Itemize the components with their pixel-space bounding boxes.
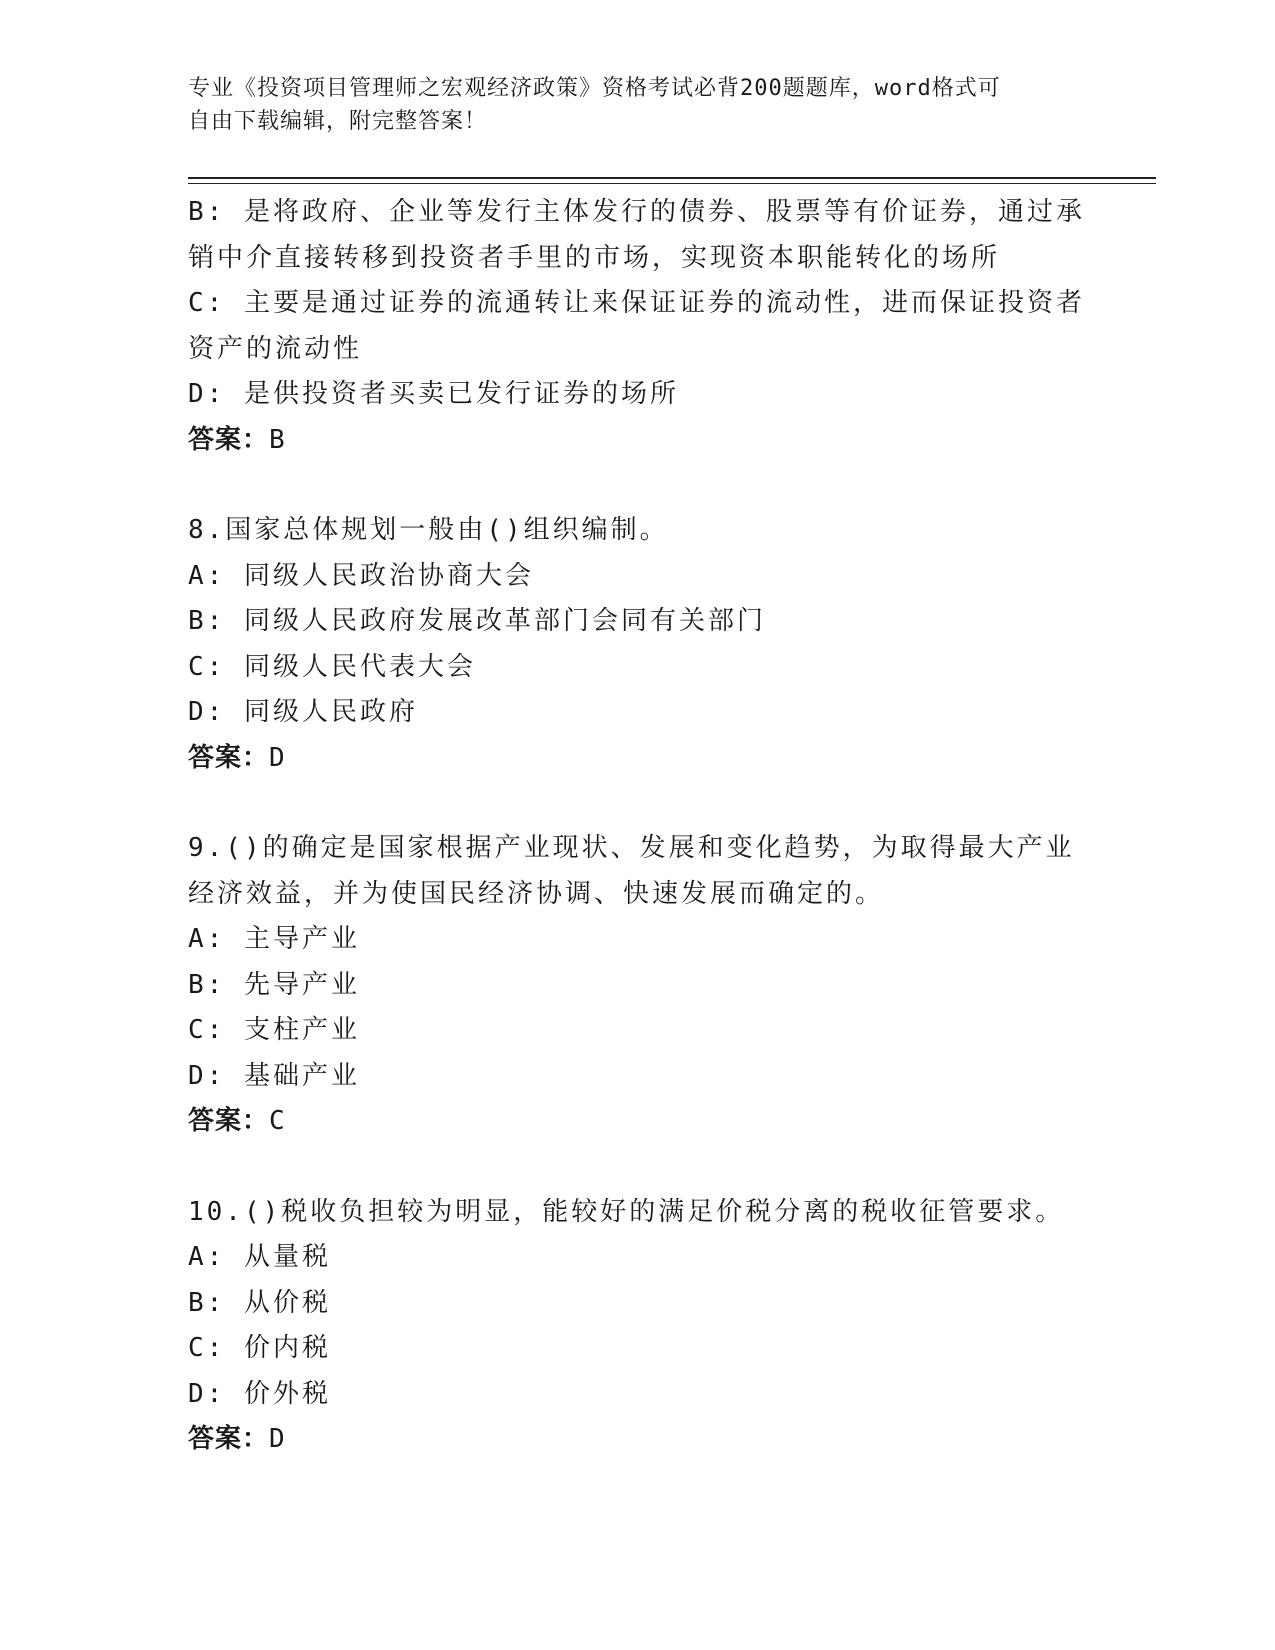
question-stem: 8.国家总体规划一般由()组织编制。 (188, 515, 669, 545)
header-line-1: 专业《投资项目管理师之宏观经济政策》资格考试必背200题题库，word格式可 (188, 76, 1001, 101)
question-block-9 (188, 826, 1088, 1145)
header-line-2: 自由下载编辑，附完整答案！ (188, 109, 488, 134)
option-b: B: 先导产业 (188, 969, 360, 1000)
option-a: A: 主导产业 (188, 924, 360, 954)
answer-value: D (269, 1424, 286, 1454)
option-d: D: 是供投资者买卖已发行证券的场所 (188, 379, 679, 409)
option-d: D: 同级人民政府 (188, 697, 418, 727)
option-b: B: 同级人民政府发展改革部门会同有关部门 (188, 606, 766, 636)
question-block-8 (188, 508, 1088, 781)
header-divider-thick (188, 177, 1156, 179)
answer-value: B (269, 424, 286, 455)
answer-line (188, 1417, 1088, 1463)
header-divider-thin (188, 183, 1156, 184)
option-a: A: 同级人民政治协商大会 (188, 560, 534, 591)
question-stem-line-2: 经济效益，并为使国民经济协调、快速发展而确定的。 (188, 878, 885, 909)
question-block-10 (188, 1190, 1088, 1463)
option-d: D: 基础产业 (188, 1060, 360, 1091)
answer-value: C (269, 1106, 286, 1136)
question-stem: 10.()税收负担较为明显，能较好的满足价税分离的税收征管要求。 (188, 1196, 1065, 1227)
option-d: D: 价外税 (188, 1378, 331, 1409)
spacer (188, 463, 1088, 508)
option-b-line-2: 销中介直接转移到投资者手里的市场，实现资本职能转化的场所 (188, 242, 1001, 273)
answer-label: 答案： (188, 742, 270, 773)
answer-label: 答案： (188, 1424, 270, 1454)
option-a: A: 从量税 (188, 1242, 331, 1272)
document-header (188, 72, 1088, 138)
option-b-line-1: B: 是将政府、企业等发行主体发行的债券、股票等有价证券，通过承 (188, 197, 1085, 227)
option-c: C: 同级人民代表大会 (188, 651, 476, 682)
question-stem-line-1: 9.()的确定是国家根据产业现状、发展和变化趋势，为取得最大产业 (188, 833, 1075, 863)
option-c: C: 支柱产业 (188, 1015, 360, 1045)
answer-value: D (269, 742, 286, 773)
option-c-line-2: 资产的流动性 (188, 333, 363, 364)
option-c: C: 价内税 (188, 1333, 331, 1363)
question-content (188, 190, 1088, 1463)
spacer (188, 1145, 1088, 1190)
option-b: B: 从价税 (188, 1287, 331, 1318)
question-block-prev (188, 190, 1088, 463)
answer-label: 答案： (188, 424, 270, 455)
answer-label: 答案： (188, 1106, 270, 1136)
spacer (188, 781, 1088, 826)
answer-line (188, 736, 1088, 782)
answer-line (188, 418, 1088, 464)
answer-line (188, 1099, 1088, 1145)
option-c-line-1: C: 主要是通过证券的流通转让来保证证券的流动性，进而保证投资者 (188, 288, 1085, 318)
